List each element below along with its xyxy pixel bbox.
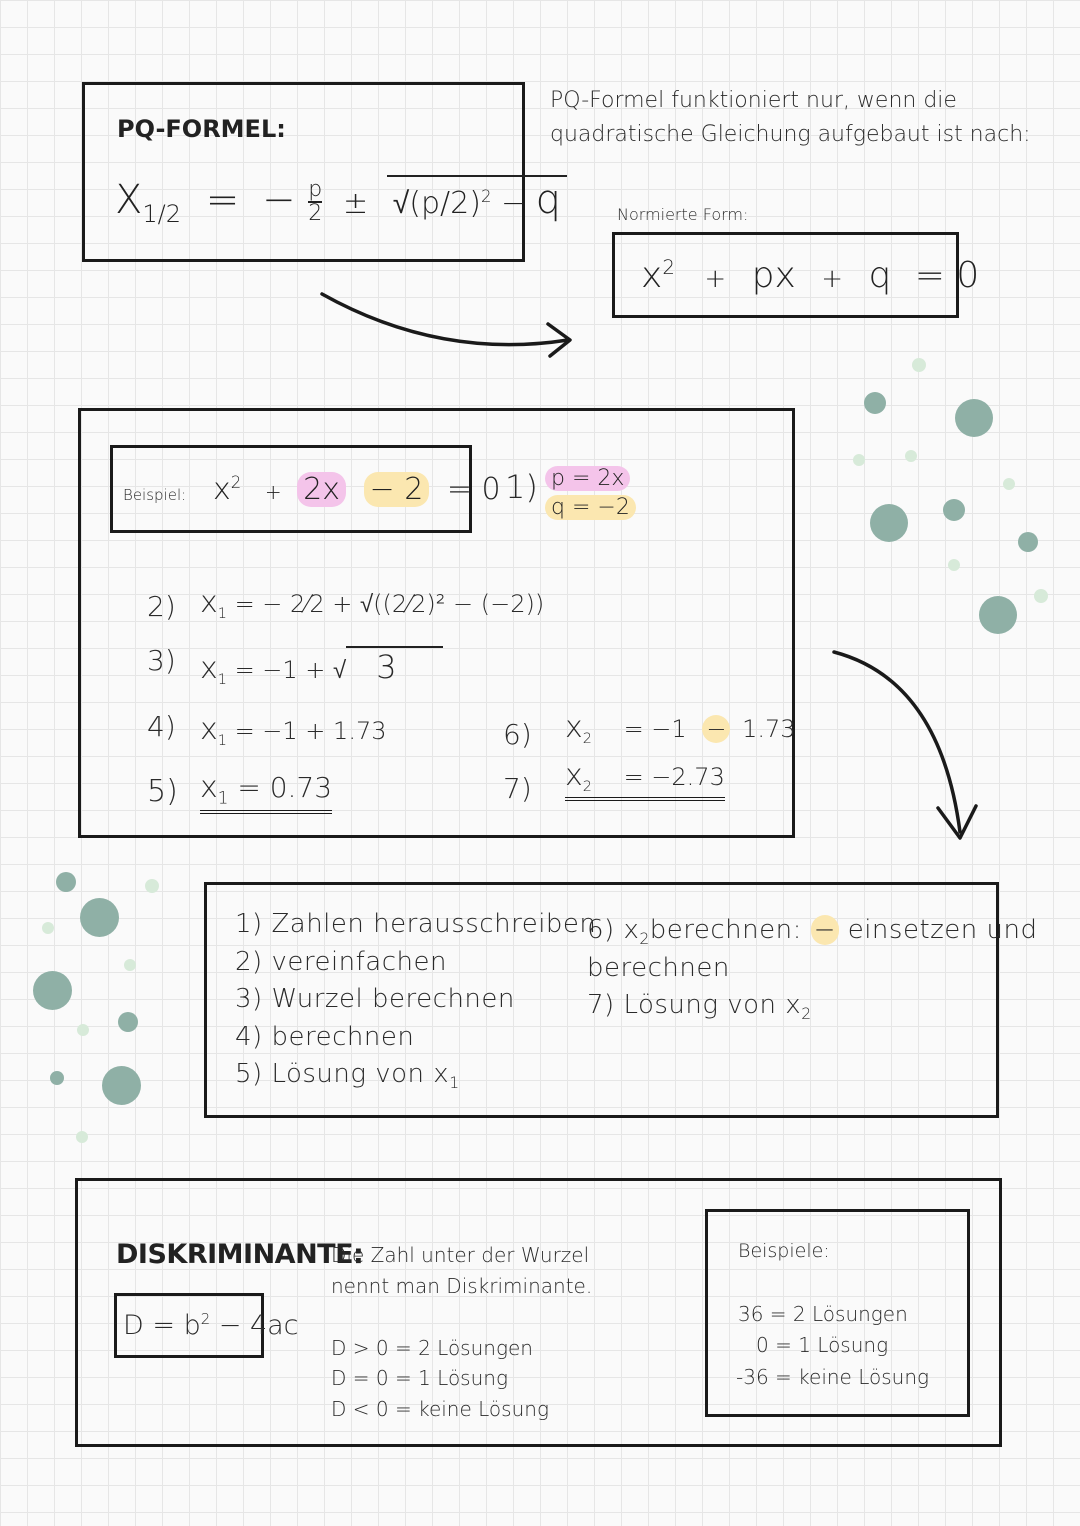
discriminant-rule-2: D = 0 = 1 Lösung: [331, 1366, 508, 1390]
pq-note-line1: PQ-Formel funktioniert nur, wenn die: [550, 88, 957, 113]
arrow-to-normiert: [300, 280, 600, 370]
discriminant-title: DISKRIMINANTE:: [116, 1239, 364, 1270]
decor-dot: [955, 399, 993, 437]
pq-fraction: $\frac{p}{2}$: [308, 177, 323, 226]
steps-item-6: 6) $x_2berechnen$: − einsetzen und: [587, 915, 1038, 949]
step1-number: 1): [505, 468, 538, 506]
decor-dot: [853, 454, 865, 466]
decor-dot: [943, 499, 965, 521]
normiert-formula: $x^2$ + px + q = 0: [641, 255, 980, 296]
step4-expr: $x_1 = -1 + 1.73$: [200, 712, 387, 749]
highlight-minus2: − 2: [364, 472, 430, 507]
example-3: -36 = keine Lösung: [736, 1365, 930, 1389]
highlight-2x: 2x: [297, 472, 346, 507]
decor-dot: [1003, 478, 1015, 490]
decor-dot: [124, 959, 136, 971]
decor-dot: [1018, 532, 1038, 552]
example-equation-box: [110, 445, 501, 533]
normiert-label: Normierte Form:: [617, 205, 749, 224]
decor-dot: [33, 971, 72, 1010]
decor-dot: [145, 879, 159, 893]
steps-item-5: 5) Lösung von $x_1$: [235, 1059, 460, 1093]
decor-dot: [118, 1012, 138, 1032]
examples-title: Beispiele:: [738, 1240, 830, 1262]
decor-dot: [1034, 589, 1048, 603]
decor-dot: [905, 450, 917, 462]
steps-item-1: 1) Zahlen herausschreiben: [235, 909, 597, 939]
decor-dot: [912, 358, 926, 372]
step5-expr: $x_1 = 0.73$: [200, 770, 332, 814]
discriminant-rule-1: D > 0 = 2 Lösungen: [331, 1336, 533, 1360]
example-2: 0 = 1 Lösung: [756, 1333, 889, 1357]
decor-dot: [979, 596, 1017, 634]
step3-expr: $x_1 = -1$ + √ 3: [200, 646, 443, 688]
discriminant-box: [75, 1178, 1002, 1447]
decor-dot: [948, 559, 960, 571]
step7-expr: $x_2 = -2.73$: [565, 758, 725, 801]
pq-note-line2: quadratische Gleichung aufgebaut ist nach:: [550, 122, 1031, 147]
steps-item-3: 3) Wurzel berechnen: [235, 984, 515, 1014]
decor-dot: [76, 1131, 88, 1143]
step6-expr: $x_2 = -1 - 1.73$: [565, 710, 796, 747]
step2-number: 2): [147, 590, 176, 623]
steps-item-4: 4) berechnen: [235, 1022, 415, 1052]
decor-dot: [80, 898, 119, 937]
discriminant-examples-box: [705, 1209, 970, 1417]
step1-q: q = −2: [545, 495, 636, 520]
step3-number: 3): [147, 644, 176, 677]
step7-number: 7): [503, 772, 532, 805]
step5-number: 5): [147, 774, 178, 809]
pq-formula: $X_{1/2}$ = − $\frac{p}{2}$ ± $√(p/2)^2 - q$: [115, 175, 567, 228]
steps-box: [204, 882, 1038, 1118]
discriminant-rule-3: D < 0 = keine Lösung: [331, 1397, 549, 1421]
discriminant-formula: $D = b^2 - 4ac$: [123, 1310, 299, 1341]
discriminant-desc-1: Die Zahl unter der Wurzel: [331, 1243, 590, 1267]
step4-number: 4): [147, 710, 176, 743]
pq-formula-box: [82, 82, 562, 262]
decor-dot: [77, 1024, 89, 1036]
decor-dot: [42, 922, 54, 934]
example-label: Beispiel:: [123, 486, 187, 504]
decor-dot: [102, 1066, 141, 1105]
pq-sqrt: $√(p/2)^2 - q$: [387, 175, 567, 223]
decor-dot: [50, 1071, 64, 1085]
steps-minus-highlight: −: [811, 915, 839, 945]
steps-item-7: 7) Lösung von $x_2$: [587, 990, 812, 1024]
step6-number: 6): [503, 718, 532, 751]
decor-dot: [56, 872, 76, 892]
discriminant-desc-2: nennt man Diskriminante.: [331, 1274, 593, 1298]
steps-item-2: 2) vereinfachen: [235, 947, 447, 977]
example-1: 36 = 2 Lösungen: [738, 1302, 908, 1326]
arrow-down-right: [820, 640, 1000, 850]
step2-expr: $x_1$ = − 2⁄2 + √((2⁄2)² − (−2)): [200, 585, 545, 622]
normiert-box: [612, 232, 980, 318]
step1-p: p = 2x: [545, 466, 630, 491]
decor-dot: [864, 392, 886, 414]
steps-item-6-cont: berechnen: [587, 953, 730, 983]
example-equation: $x^2 + 2x - 2 = 0$: [213, 472, 501, 507]
decor-dot: [870, 504, 908, 542]
step6-minus-highlight: −: [702, 715, 730, 743]
discriminant-formula-box: [114, 1293, 299, 1358]
pq-title: PQ-FORMEL:: [117, 115, 286, 143]
